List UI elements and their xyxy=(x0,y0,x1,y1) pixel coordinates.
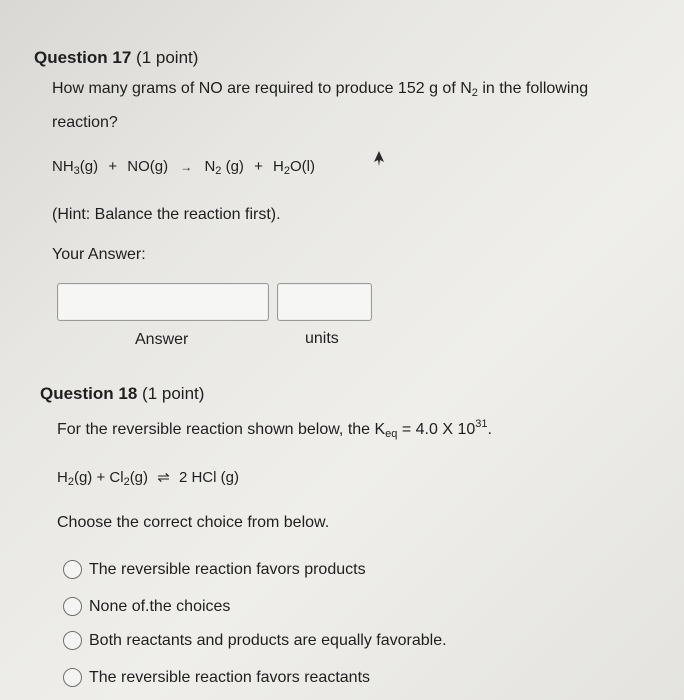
reactant-nh3-subscript: 3 xyxy=(73,165,80,177)
option-label: The reversible reaction favors reactants xyxy=(89,668,371,686)
option-favors-reactants[interactable] xyxy=(63,668,370,687)
prompt-text: = 4.0 X 10 xyxy=(397,421,476,438)
radio-button[interactable] xyxy=(63,631,82,650)
question-18-number: Question 18 xyxy=(40,384,138,403)
question-18-title xyxy=(40,384,204,404)
reaction-arrow-icon: → xyxy=(180,160,193,174)
radio-button[interactable] xyxy=(63,668,82,687)
prompt-subscript: 2 xyxy=(471,87,478,99)
question-18-instruction: Choose the correct choice from below. xyxy=(57,514,330,531)
question-17-prompt-line1 xyxy=(52,80,588,98)
prompt-text: in the following xyxy=(477,80,589,97)
product-h2o-state: O(l) xyxy=(289,158,315,175)
prompt-text: How many grams of NO are required to produce 152 g of N xyxy=(52,80,472,97)
product-n2-subscript: 2 xyxy=(215,165,222,177)
question-18-prompt xyxy=(57,418,492,440)
answer-input[interactable] xyxy=(57,283,269,321)
option-label: None of.the choices xyxy=(89,597,231,615)
question-17-reaction xyxy=(52,158,315,175)
product-h2o: H xyxy=(273,158,284,175)
product-h2o-subscript: 2 xyxy=(283,165,290,177)
prompt-period: . xyxy=(487,421,492,438)
question-17-number: Question 17 xyxy=(34,48,132,67)
product-n2-state: (g) xyxy=(221,158,244,175)
question-18-reaction xyxy=(57,468,239,486)
question-17-points: (1 point) xyxy=(136,48,199,67)
plus-sign: + xyxy=(254,158,263,175)
question-18-points: (1 point) xyxy=(142,384,205,403)
your-answer-label: Your Answer: xyxy=(52,246,146,263)
exponent-superscript: 31 xyxy=(475,418,488,430)
reactant-no: NO(g) xyxy=(127,158,169,175)
radio-button[interactable] xyxy=(63,560,82,579)
answer-caption: Answer xyxy=(135,331,189,348)
mouse-cursor-icon xyxy=(373,151,385,167)
reactant-cl2-state: (g) xyxy=(129,469,149,486)
keq-subscript: eq xyxy=(385,428,398,440)
equilibrium-arrow-icon: ⇌ xyxy=(157,469,170,486)
question-17-hint: (Hint: Balance the reaction first). xyxy=(52,206,281,223)
option-label: The reversible reaction favors products xyxy=(89,560,366,578)
prompt-text: For the reversible reaction shown below, the K xyxy=(57,421,386,438)
reactant-h2-subscript: 2 xyxy=(67,476,74,488)
reactant-h2: H xyxy=(57,469,68,486)
option-label: Both reactants and products are equally favorable. xyxy=(89,631,447,649)
product-n2: N xyxy=(204,158,216,175)
reactant-nh3-state: (g) xyxy=(79,158,99,175)
radio-button[interactable] xyxy=(63,597,82,616)
option-none-of-the-choices[interactable] xyxy=(63,597,230,616)
reactant-cl2: (g) + Cl xyxy=(73,469,124,486)
product-hcl: 2 HCl (g) xyxy=(178,469,239,486)
option-equally-favorable[interactable] xyxy=(63,631,447,650)
plus-sign: + xyxy=(108,158,118,175)
question-17-prompt-line2: reaction? xyxy=(52,114,118,131)
reactant-cl2-subscript: 2 xyxy=(123,476,130,488)
option-favors-products[interactable] xyxy=(63,560,366,579)
reactant-nh3: NH xyxy=(52,158,74,175)
units-caption: units xyxy=(305,330,339,347)
question-17-title xyxy=(34,48,198,68)
units-input[interactable] xyxy=(277,283,372,321)
